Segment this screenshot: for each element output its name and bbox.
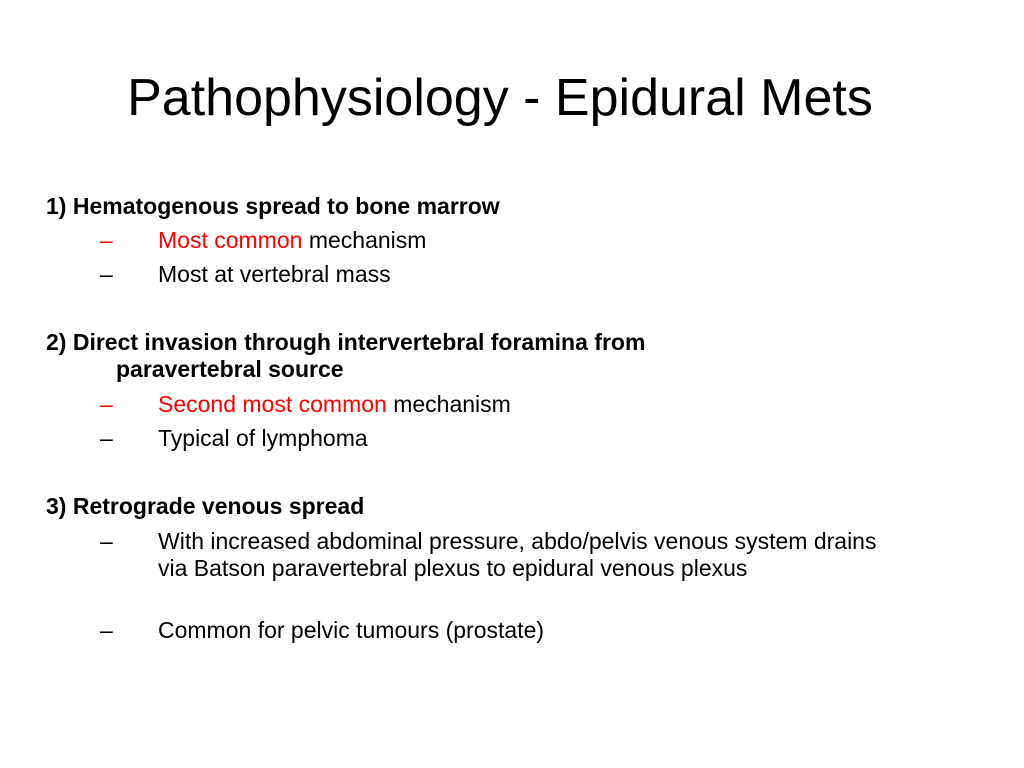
point-3-heading: 3) Retrograde venous spread xyxy=(46,493,365,519)
point-3-sub-2 xyxy=(100,617,960,644)
plain-text: mechanism xyxy=(386,391,511,417)
sub-text: With increased abdominal pressure, abdo/pelvis venous system drains via Batson paravertebral plexus to epidural venous plexus xyxy=(158,528,877,581)
bullet-dash: – xyxy=(100,528,113,554)
sub-text xyxy=(158,391,960,418)
sub-text: Typical of lymphoma xyxy=(158,425,368,451)
point-2-sub-2 xyxy=(100,425,960,452)
point-2-heading-line-1: 2) Direct invasion through intervertebral foramina from xyxy=(46,329,646,355)
bullet-dash: – xyxy=(100,227,113,253)
bullet-dash: – xyxy=(100,617,113,643)
sub-text: Common for pelvic tumours (prostate) xyxy=(158,617,545,643)
sub-text: Most at vertebral mass xyxy=(158,261,391,287)
slide-title: Pathophysiology - Epidural Mets xyxy=(127,69,873,127)
point-2-sub-1 xyxy=(100,391,960,418)
plain-text: mechanism xyxy=(302,227,427,253)
sub-text xyxy=(158,227,960,254)
point-1-sub-1 xyxy=(100,227,960,254)
emphasis-text: Most common xyxy=(158,227,303,253)
bullet-dash: – xyxy=(100,425,113,451)
point-2-heading xyxy=(46,329,946,383)
point-1-heading: 1) Hematogenous spread to bone marrow xyxy=(46,193,500,219)
bullet-dash: – xyxy=(100,391,113,417)
bullet-dash: – xyxy=(100,261,113,287)
point-1-sub-2 xyxy=(100,261,960,288)
point-3-sub-1 xyxy=(100,528,900,582)
point-2-heading-line-2: paravertebral source xyxy=(116,356,344,382)
emphasis-text: Second most common xyxy=(158,391,387,417)
